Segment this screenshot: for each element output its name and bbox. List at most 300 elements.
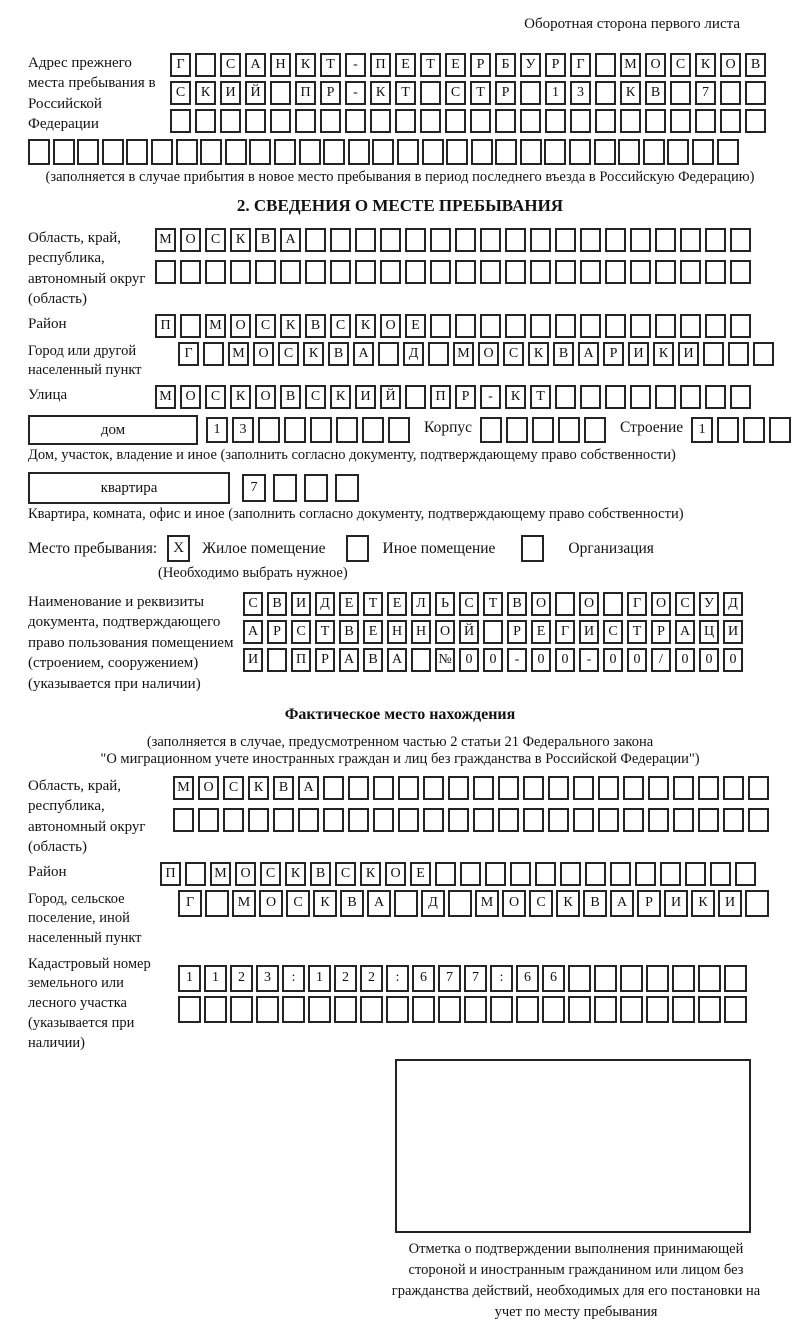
stamp-caption: Отметка о подтверждении выполнения принимающей стороной и иностранным гражданином или лицом без гражданства действий, необходимых для его постановки на учет по месту пребывания bbox=[391, 1241, 761, 1321]
char-cell bbox=[173, 808, 194, 832]
region2-label: Область, край, республика, автономный округ (область) bbox=[28, 777, 146, 856]
char-cell: 1 bbox=[545, 81, 566, 105]
char-cell bbox=[270, 81, 291, 105]
char-cell bbox=[480, 260, 501, 284]
char-cell: Н bbox=[387, 620, 407, 644]
char-cell: О bbox=[180, 228, 201, 252]
char-cell bbox=[730, 228, 751, 252]
stroenie-label: Строение bbox=[620, 419, 684, 436]
char-cell bbox=[530, 314, 551, 338]
char-cell: Й bbox=[380, 385, 401, 409]
char-cell bbox=[334, 996, 357, 1023]
document-rows bbox=[243, 592, 743, 676]
char-cell bbox=[605, 314, 626, 338]
char-cell: С bbox=[223, 776, 244, 800]
char-cell bbox=[594, 965, 617, 992]
char-cell: К bbox=[370, 81, 391, 105]
flat-block bbox=[28, 472, 772, 504]
char-cell bbox=[555, 228, 576, 252]
char-cell bbox=[397, 139, 419, 165]
char-cell bbox=[126, 139, 148, 165]
char-cell bbox=[249, 139, 271, 165]
char-cell bbox=[698, 965, 721, 992]
char-cell: В bbox=[280, 385, 301, 409]
char-cell: 6 bbox=[542, 965, 565, 992]
char-cell bbox=[473, 776, 494, 800]
char-cell: В bbox=[267, 592, 287, 616]
char-cell: 0 bbox=[459, 648, 479, 672]
char-cell bbox=[680, 228, 701, 252]
flat-number-cells bbox=[242, 474, 359, 502]
char-cell bbox=[430, 314, 451, 338]
char-cell: У bbox=[699, 592, 719, 616]
char-cell: Ь bbox=[435, 592, 455, 616]
cadastre-rows bbox=[178, 965, 747, 1027]
char-cell bbox=[411, 648, 431, 672]
char-cell bbox=[372, 139, 394, 165]
prev-address-row-2 bbox=[170, 81, 766, 105]
char-cell bbox=[151, 139, 173, 165]
actual-location-note-2: "О миграционном учете иностранных граждан и лиц без гражданства в Российской Федерации") bbox=[100, 750, 700, 767]
char-cell bbox=[284, 417, 306, 443]
char-cell: И bbox=[355, 385, 376, 409]
char-cell bbox=[378, 342, 399, 366]
organization-option-label: Организация bbox=[568, 539, 654, 557]
char-cell: К bbox=[313, 890, 337, 917]
section2-title: 2. СВЕДЕНИЯ О МЕСТЕ ПРЕБЫВАНИЯ bbox=[236, 196, 564, 215]
char-cell: 1 bbox=[206, 417, 228, 443]
char-cell bbox=[573, 776, 594, 800]
char-cell bbox=[423, 776, 444, 800]
residential-option-label: Жилое помещение bbox=[202, 539, 326, 557]
char-cell bbox=[705, 260, 726, 284]
char-cell bbox=[672, 965, 695, 992]
char-cell: Т bbox=[470, 81, 491, 105]
char-cell: М bbox=[232, 890, 256, 917]
document-row-3 bbox=[243, 648, 743, 672]
char-cell: К bbox=[230, 385, 251, 409]
stroenie-cells bbox=[691, 417, 791, 443]
char-cell bbox=[510, 862, 531, 886]
region-block bbox=[28, 228, 772, 310]
char-cell: К bbox=[528, 342, 549, 366]
char-cell: И bbox=[243, 648, 263, 672]
char-cell: О bbox=[255, 385, 276, 409]
char-cell: 2 bbox=[360, 965, 383, 992]
char-cell: Г bbox=[570, 53, 591, 77]
char-cell: Р bbox=[651, 620, 671, 644]
char-cell: К bbox=[691, 890, 715, 917]
char-cell: И bbox=[664, 890, 688, 917]
char-cell bbox=[248, 808, 269, 832]
other-premises-option-label: Иное помещение bbox=[382, 539, 496, 557]
char-cell: Р bbox=[603, 342, 624, 366]
char-cell: В bbox=[273, 776, 294, 800]
char-cell: 0 bbox=[723, 648, 743, 672]
char-cell bbox=[460, 862, 481, 886]
district2-block bbox=[28, 862, 772, 886]
cadastre-row-1 bbox=[178, 965, 747, 992]
char-cell: У bbox=[520, 53, 541, 77]
char-cell bbox=[299, 139, 321, 165]
char-cell bbox=[730, 314, 751, 338]
char-cell: О bbox=[478, 342, 499, 366]
char-cell bbox=[355, 228, 376, 252]
char-cell bbox=[595, 109, 616, 133]
cadastre-row-2 bbox=[178, 996, 747, 1023]
char-cell: О bbox=[230, 314, 251, 338]
char-cell bbox=[362, 417, 384, 443]
char-cell bbox=[480, 314, 501, 338]
char-cell: 7 bbox=[695, 81, 716, 105]
korpus-label: Корпус bbox=[424, 419, 472, 436]
char-cell bbox=[580, 385, 601, 409]
char-cell bbox=[598, 808, 619, 832]
char-cell bbox=[480, 417, 502, 443]
char-cell: Р bbox=[545, 53, 566, 77]
char-cell bbox=[523, 808, 544, 832]
char-cell bbox=[445, 109, 466, 133]
char-cell bbox=[455, 228, 476, 252]
char-cell bbox=[670, 81, 691, 105]
char-cell bbox=[703, 342, 724, 366]
district-row bbox=[155, 314, 751, 338]
char-cell bbox=[680, 385, 701, 409]
char-cell: К bbox=[195, 81, 216, 105]
char-cell: 0 bbox=[627, 648, 647, 672]
char-cell: Р bbox=[495, 81, 516, 105]
char-cell bbox=[388, 417, 410, 443]
char-cell bbox=[516, 996, 539, 1023]
char-cell bbox=[398, 808, 419, 832]
document-block bbox=[28, 592, 772, 694]
char-cell bbox=[745, 109, 766, 133]
char-cell bbox=[225, 139, 247, 165]
char-cell bbox=[422, 139, 444, 165]
char-cell bbox=[717, 139, 739, 165]
char-cell bbox=[720, 109, 741, 133]
char-cell bbox=[282, 996, 305, 1023]
char-cell bbox=[230, 996, 253, 1023]
char-cell bbox=[498, 776, 519, 800]
char-cell: А bbox=[367, 890, 391, 917]
char-cell bbox=[335, 474, 359, 502]
char-cell: О bbox=[531, 592, 551, 616]
char-cell bbox=[320, 109, 341, 133]
char-cell: В bbox=[553, 342, 574, 366]
char-cell bbox=[523, 776, 544, 800]
char-cell: 7 bbox=[438, 965, 461, 992]
char-cell bbox=[646, 996, 669, 1023]
char-cell: С bbox=[335, 862, 356, 886]
char-cell bbox=[673, 776, 694, 800]
char-cell bbox=[310, 417, 332, 443]
char-cell bbox=[471, 139, 493, 165]
char-cell: А bbox=[578, 342, 599, 366]
char-cell: К bbox=[355, 314, 376, 338]
char-cell: О bbox=[385, 862, 406, 886]
prev-address-row-1 bbox=[170, 53, 766, 77]
char-cell bbox=[748, 776, 769, 800]
char-cell bbox=[200, 139, 222, 165]
char-cell bbox=[430, 228, 451, 252]
char-cell bbox=[483, 620, 503, 644]
char-cell bbox=[745, 890, 769, 917]
house-number-cells bbox=[206, 417, 410, 443]
char-cell: 6 bbox=[412, 965, 435, 992]
char-cell: А bbox=[339, 648, 359, 672]
char-cell bbox=[698, 996, 721, 1023]
char-cell bbox=[204, 996, 227, 1023]
region-label: Область, край, республика, автономный округ (область) bbox=[28, 230, 146, 308]
char-cell: О bbox=[720, 53, 741, 77]
char-cell bbox=[569, 139, 591, 165]
korpus-cells bbox=[480, 417, 606, 443]
char-cell: Р bbox=[315, 648, 335, 672]
char-cell: 3 bbox=[256, 965, 279, 992]
char-cell: И bbox=[718, 890, 742, 917]
char-cell bbox=[630, 228, 651, 252]
char-cell: - bbox=[345, 81, 366, 105]
cadastre-block bbox=[28, 955, 772, 1054]
city-label: Город или другой населенный пункт bbox=[28, 342, 142, 379]
char-cell: О bbox=[198, 776, 219, 800]
char-cell: С bbox=[675, 592, 695, 616]
char-cell: : bbox=[490, 965, 513, 992]
prev-address-note: (заполняется в случае прибытия в новое место пребывания в период последнего въезда в Российскую Федерацию) bbox=[45, 169, 755, 185]
char-cell bbox=[672, 996, 695, 1023]
prev-address-row-4 bbox=[28, 139, 772, 165]
char-cell: 0 bbox=[555, 648, 575, 672]
char-cell: Е bbox=[387, 592, 407, 616]
char-cell: Т bbox=[315, 620, 335, 644]
char-cell: 0 bbox=[483, 648, 503, 672]
prev-address-rows bbox=[170, 53, 766, 137]
char-cell bbox=[323, 808, 344, 832]
char-cell: О bbox=[651, 592, 671, 616]
char-cell bbox=[223, 808, 244, 832]
char-cell: 1 bbox=[691, 417, 713, 443]
char-cell: К bbox=[505, 385, 526, 409]
char-cell: В bbox=[583, 890, 607, 917]
char-cell bbox=[535, 862, 556, 886]
char-cell bbox=[598, 776, 619, 800]
char-cell: Г bbox=[178, 890, 202, 917]
char-cell: 0 bbox=[699, 648, 719, 672]
char-cell bbox=[643, 139, 665, 165]
char-cell bbox=[405, 260, 426, 284]
char-cell bbox=[595, 81, 616, 105]
char-cell bbox=[618, 139, 640, 165]
residential-checkbox: X bbox=[167, 535, 190, 562]
char-cell bbox=[698, 776, 719, 800]
char-cell: 0 bbox=[603, 648, 623, 672]
city2-label: Город, сельское поселение, иной населенный пункт bbox=[28, 890, 142, 946]
char-cell: Е bbox=[395, 53, 416, 77]
char-cell bbox=[398, 776, 419, 800]
char-cell: С bbox=[529, 890, 553, 917]
char-cell: - bbox=[480, 385, 501, 409]
char-cell bbox=[274, 139, 296, 165]
char-cell bbox=[717, 417, 739, 443]
char-cell bbox=[655, 228, 676, 252]
char-cell bbox=[645, 109, 666, 133]
char-cell bbox=[594, 139, 616, 165]
char-cell: М bbox=[228, 342, 249, 366]
char-cell bbox=[630, 385, 651, 409]
char-cell: С bbox=[330, 314, 351, 338]
char-cell: А bbox=[280, 228, 301, 252]
char-cell bbox=[386, 996, 409, 1023]
char-cell: - bbox=[579, 648, 599, 672]
char-cell bbox=[646, 965, 669, 992]
char-cell: Г bbox=[170, 53, 191, 77]
char-cell bbox=[505, 228, 526, 252]
organization-checkbox bbox=[521, 535, 544, 562]
char-cell bbox=[748, 808, 769, 832]
char-cell bbox=[655, 314, 676, 338]
char-cell: С bbox=[445, 81, 466, 105]
char-cell: - bbox=[345, 53, 366, 77]
char-cell bbox=[670, 109, 691, 133]
char-cell bbox=[630, 314, 651, 338]
char-cell: 0 bbox=[675, 648, 695, 672]
char-cell: Т bbox=[320, 53, 341, 77]
char-cell: К bbox=[280, 314, 301, 338]
char-cell: С bbox=[286, 890, 310, 917]
char-cell bbox=[620, 965, 643, 992]
char-cell: В bbox=[645, 81, 666, 105]
char-cell: А bbox=[245, 53, 266, 77]
char-cell bbox=[370, 109, 391, 133]
char-cell: И bbox=[579, 620, 599, 644]
char-cell: И bbox=[723, 620, 743, 644]
char-cell bbox=[548, 776, 569, 800]
prev-address-label: Адрес прежнего места пребывания в Российской Федерации bbox=[28, 55, 156, 133]
char-cell bbox=[673, 808, 694, 832]
char-cell bbox=[594, 996, 617, 1023]
region2-block bbox=[28, 776, 772, 858]
char-cell: К bbox=[230, 228, 251, 252]
char-cell bbox=[723, 776, 744, 800]
char-cell bbox=[273, 474, 297, 502]
char-cell: К bbox=[330, 385, 351, 409]
char-cell bbox=[720, 81, 741, 105]
region2-row-1 bbox=[173, 776, 769, 800]
char-cell bbox=[555, 260, 576, 284]
char-cell bbox=[667, 139, 689, 165]
char-cell bbox=[568, 996, 591, 1023]
char-cell bbox=[560, 862, 581, 886]
char-cell bbox=[495, 139, 517, 165]
char-cell bbox=[355, 260, 376, 284]
char-cell: Р bbox=[455, 385, 476, 409]
char-cell bbox=[435, 862, 456, 886]
char-cell bbox=[178, 996, 201, 1023]
char-cell: 3 bbox=[232, 417, 254, 443]
char-cell: Д bbox=[403, 342, 424, 366]
char-cell bbox=[723, 808, 744, 832]
char-cell: С bbox=[260, 862, 281, 886]
char-cell: - bbox=[507, 648, 527, 672]
char-cell: А bbox=[610, 890, 634, 917]
char-cell: 1 bbox=[204, 965, 227, 992]
char-cell: О bbox=[259, 890, 283, 917]
char-cell: Е bbox=[531, 620, 551, 644]
char-cell: К bbox=[248, 776, 269, 800]
char-cell: Г bbox=[178, 342, 199, 366]
char-cell bbox=[698, 808, 719, 832]
char-cell bbox=[423, 808, 444, 832]
char-cell: П bbox=[160, 862, 181, 886]
char-cell bbox=[380, 260, 401, 284]
char-cell bbox=[304, 474, 328, 502]
char-cell: Т bbox=[627, 620, 647, 644]
char-cell: К bbox=[303, 342, 324, 366]
region-row-1 bbox=[155, 228, 751, 252]
char-cell: М bbox=[205, 314, 226, 338]
char-cell bbox=[256, 996, 279, 1023]
char-cell bbox=[170, 109, 191, 133]
char-cell: В bbox=[328, 342, 349, 366]
char-cell: Т bbox=[530, 385, 551, 409]
region2-rows bbox=[173, 776, 769, 840]
char-cell bbox=[745, 81, 766, 105]
char-cell bbox=[520, 109, 541, 133]
district2-row bbox=[160, 862, 756, 886]
char-cell bbox=[605, 385, 626, 409]
char-cell: А bbox=[387, 648, 407, 672]
page-corner-note: Оборотная сторона первого листа bbox=[524, 16, 740, 32]
char-cell bbox=[532, 417, 554, 443]
char-cell: В bbox=[310, 862, 331, 886]
char-cell: М bbox=[620, 53, 641, 77]
char-cell: В bbox=[340, 890, 364, 917]
char-cell: О bbox=[645, 53, 666, 77]
district-block bbox=[28, 314, 772, 338]
char-cell bbox=[394, 890, 418, 917]
char-cell bbox=[464, 996, 487, 1023]
char-cell: К bbox=[285, 862, 306, 886]
char-cell bbox=[53, 139, 75, 165]
char-cell: С bbox=[305, 385, 326, 409]
char-cell bbox=[542, 996, 565, 1023]
char-cell: Н bbox=[270, 53, 291, 77]
char-cell bbox=[412, 996, 435, 1023]
char-cell bbox=[620, 109, 641, 133]
char-cell bbox=[345, 109, 366, 133]
char-cell bbox=[205, 260, 226, 284]
city2-row bbox=[178, 890, 769, 917]
char-cell bbox=[446, 139, 468, 165]
char-cell bbox=[420, 81, 441, 105]
char-cell bbox=[605, 260, 626, 284]
city-block bbox=[28, 342, 772, 381]
char-cell: Й bbox=[245, 81, 266, 105]
char-cell: Л bbox=[411, 592, 431, 616]
char-cell bbox=[505, 314, 526, 338]
char-cell bbox=[220, 109, 241, 133]
char-cell: Й bbox=[459, 620, 479, 644]
char-cell: 2 bbox=[334, 965, 357, 992]
char-cell: 0 bbox=[531, 648, 551, 672]
char-cell: В bbox=[305, 314, 326, 338]
house-note: Дом, участок, владение и иное (заполнить согласно документу, подтверждающему право собственности) bbox=[28, 447, 676, 463]
char-cell bbox=[180, 314, 201, 338]
char-cell: Р bbox=[267, 620, 287, 644]
char-cell: Т bbox=[483, 592, 503, 616]
char-cell: М bbox=[155, 228, 176, 252]
